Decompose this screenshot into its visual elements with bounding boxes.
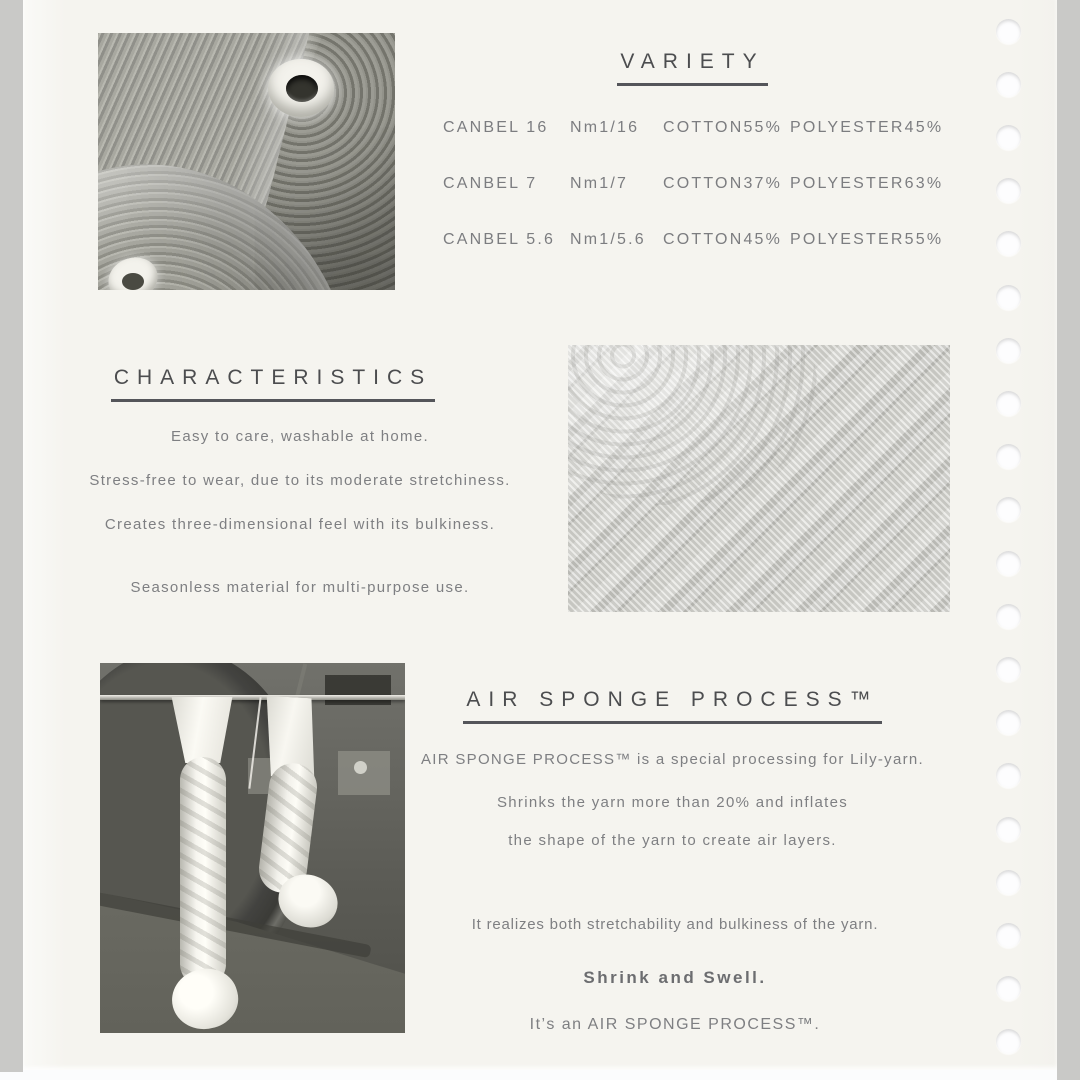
machinery-panel bbox=[338, 751, 390, 795]
knit-rib-arc bbox=[568, 345, 818, 505]
cotton-percentage: COTTON37% bbox=[663, 175, 783, 192]
yarn-cones-photo bbox=[98, 33, 395, 290]
binder-hole bbox=[996, 444, 1021, 469]
yarn-name: CANBEL 5.6 bbox=[443, 231, 556, 248]
polyester-percentage: POLYESTER55% bbox=[790, 231, 944, 248]
characteristic-line: Stress-free to wear, due to its moderate stretchiness. bbox=[89, 472, 511, 489]
binder-hole bbox=[996, 923, 1021, 948]
hanging-skeins-photo bbox=[100, 663, 405, 1033]
binder-hole bbox=[996, 72, 1021, 97]
binder-hole bbox=[996, 551, 1021, 576]
air-sponge-text bbox=[420, 750, 925, 869]
characteristic-line: Creates three-dimensional feel with its bulkiness. bbox=[104, 516, 496, 533]
scan-edge-left bbox=[0, 0, 23, 1072]
cotton-percentage: COTTON55% bbox=[663, 119, 783, 136]
yarn-count: Nm1/16 bbox=[570, 119, 640, 136]
polyester-percentage: POLYESTER45% bbox=[790, 119, 944, 136]
binder-hole bbox=[996, 976, 1021, 1001]
polyester-percentage: POLYESTER63% bbox=[790, 175, 944, 192]
air-sponge-closing-text bbox=[420, 915, 930, 1035]
binder-hole bbox=[996, 657, 1021, 682]
binder-hole bbox=[996, 391, 1021, 416]
skein-left-body bbox=[180, 757, 226, 987]
machinery-knob bbox=[354, 761, 367, 774]
machinery-box bbox=[325, 675, 391, 705]
binder-hole bbox=[996, 710, 1021, 735]
hanging-rod bbox=[100, 695, 405, 700]
closing-line: It’s an AIR SPONGE PROCESS™. bbox=[529, 1016, 821, 1033]
variety-table bbox=[443, 112, 943, 280]
yarn-count: Nm1/7 bbox=[570, 175, 629, 192]
binder-hole bbox=[996, 338, 1021, 363]
characteristic-line: Easy to care, washable at home. bbox=[171, 428, 429, 445]
characteristics-section-heading-wrap bbox=[36, 366, 510, 402]
variety-heading: VARIETY bbox=[617, 50, 767, 86]
binder-hole bbox=[996, 125, 1021, 150]
characteristics-heading: CHARACTERISTICS bbox=[111, 366, 435, 402]
yarn-name: CANBEL 16 bbox=[443, 119, 549, 136]
air-sponge-line: Shrinks the yarn more than 20% and inflates bbox=[496, 794, 849, 811]
yarn-name: CANBEL 7 bbox=[443, 175, 538, 192]
binder-hole bbox=[996, 19, 1021, 44]
air-sponge-section-heading-wrap bbox=[420, 688, 925, 724]
binder-hole bbox=[996, 870, 1021, 895]
cone-core-hole bbox=[122, 273, 144, 290]
scan-edge-right bbox=[1057, 0, 1080, 1080]
air-sponge-line: AIR SPONGE PROCESS™ is a special processing for Lily-yarn. bbox=[420, 751, 925, 768]
air-sponge-heading: AIR SPONGE PROCESS™ bbox=[463, 688, 881, 724]
binder-hole bbox=[996, 285, 1021, 310]
paper-sheet bbox=[23, 0, 1057, 1070]
variety-section-heading-wrap bbox=[430, 50, 955, 86]
closing-line-bold: Shrink and Swell. bbox=[583, 968, 767, 987]
variety-row bbox=[443, 224, 943, 256]
closing-line: It realizes both stretchability and bulkiness of the yarn. bbox=[471, 916, 879, 933]
binder-hole bbox=[996, 817, 1021, 842]
characteristics-text bbox=[56, 427, 544, 622]
binder-hole bbox=[996, 178, 1021, 203]
characteristic-line: Seasonless material for multi-purpose use. bbox=[130, 579, 470, 596]
air-sponge-line: the shape of the yarn to create air layers. bbox=[508, 832, 837, 849]
cone-core-hole bbox=[286, 75, 318, 102]
knit-fabric-photo bbox=[568, 345, 950, 612]
variety-row bbox=[443, 168, 943, 200]
cotton-percentage: COTTON45% bbox=[663, 231, 783, 248]
binder-hole bbox=[996, 604, 1021, 629]
yarn-count: Nm1/5.6 bbox=[570, 231, 646, 248]
variety-row bbox=[443, 112, 943, 144]
